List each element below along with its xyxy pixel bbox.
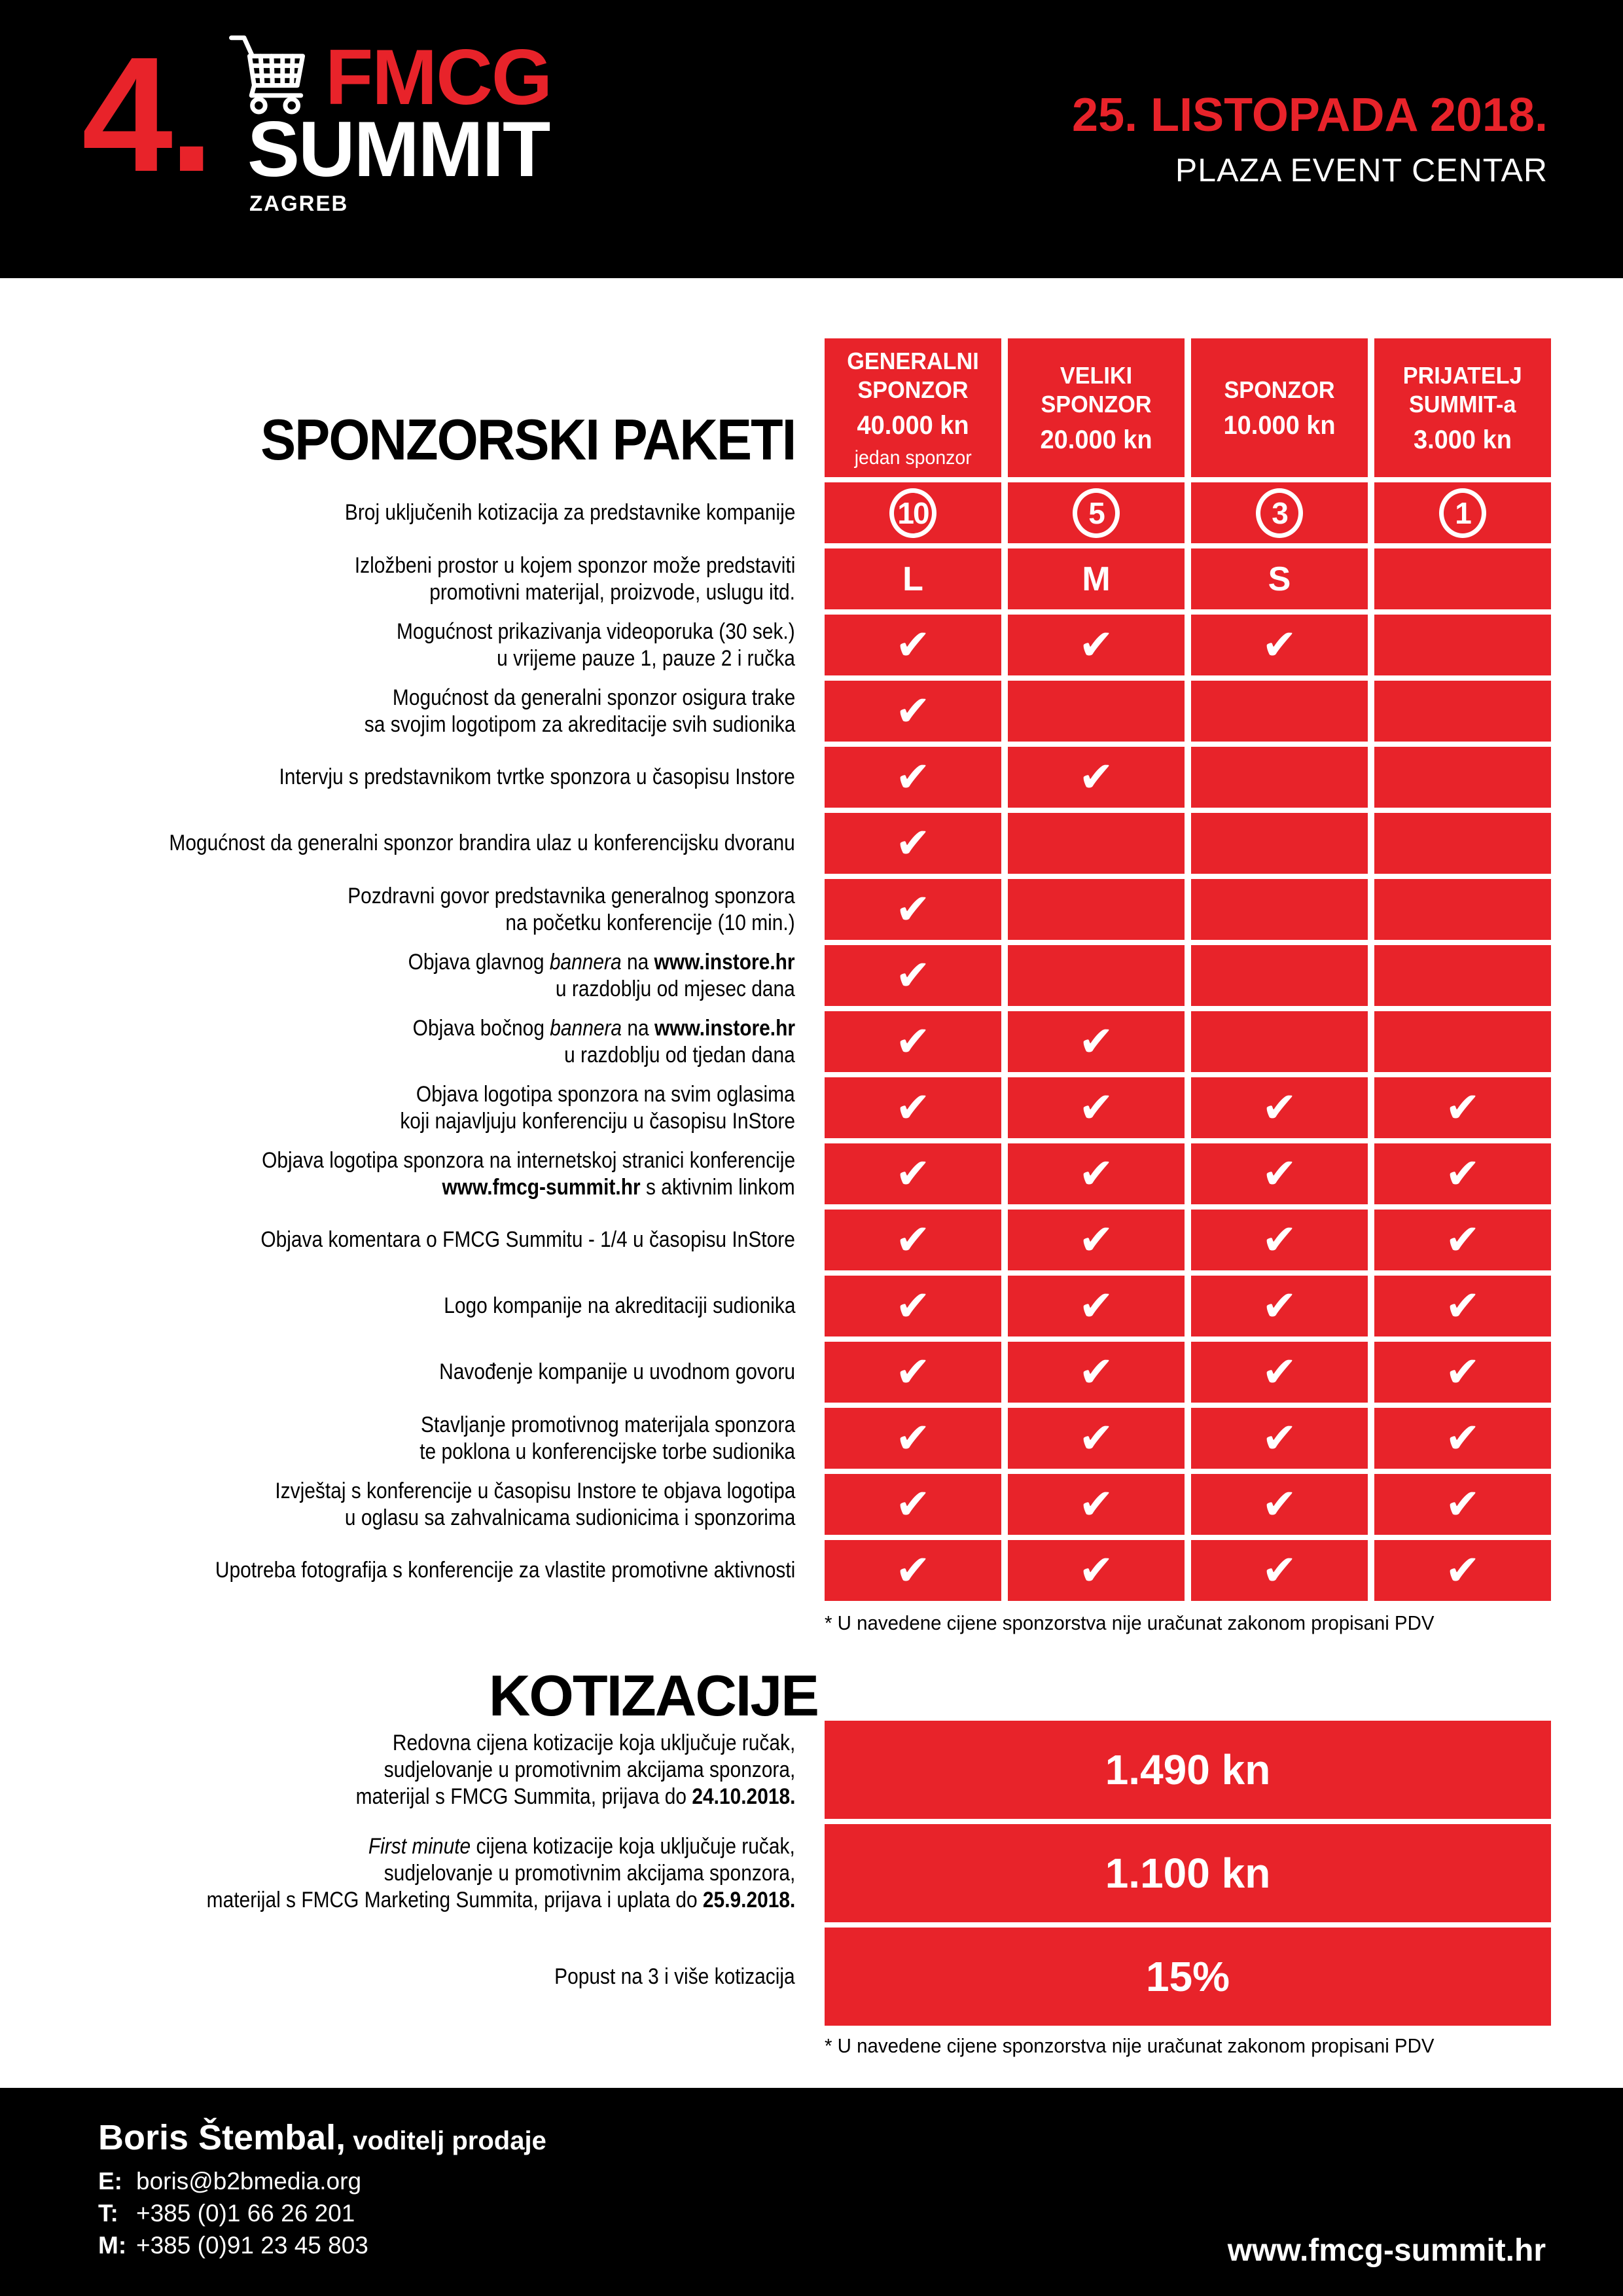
feature-cell bbox=[825, 1210, 1001, 1270]
feature-label-line: Izložbeni prostor u kojem sponzor može predstaviti bbox=[354, 552, 795, 578]
feature-cell bbox=[1374, 1474, 1551, 1535]
feature-cell bbox=[1374, 1342, 1551, 1403]
feature-label-line: sa svojim logotipom za akreditacije svih sudionika bbox=[364, 711, 795, 737]
package-note: jedan sponzor bbox=[854, 446, 972, 469]
feature-cell bbox=[1374, 945, 1551, 1006]
package-price: 40.000 kn bbox=[857, 410, 969, 440]
feature-cell bbox=[825, 482, 1001, 543]
checkmark-icon: ✔ bbox=[1262, 1348, 1297, 1397]
feature-label bbox=[98, 1077, 818, 1138]
checkmark-icon: ✔ bbox=[895, 1348, 931, 1397]
feature-label bbox=[98, 1210, 818, 1270]
feature-cell bbox=[825, 1474, 1001, 1535]
checkmark-icon: ✔ bbox=[1262, 1480, 1297, 1529]
feature-cell bbox=[1008, 747, 1185, 808]
checkmark-icon: ✔ bbox=[1262, 1215, 1297, 1265]
package-column-header bbox=[825, 338, 1001, 477]
package-name: GENERALNI SPONZOR bbox=[847, 347, 979, 403]
feature-label bbox=[98, 1276, 818, 1336]
feature-label bbox=[98, 945, 818, 1006]
checkmark-icon: ✔ bbox=[1079, 1149, 1114, 1198]
feature-label-line: Stavljanje promotivnog materijala sponzora bbox=[420, 1412, 795, 1437]
feature-label bbox=[98, 813, 818, 874]
feature-cell bbox=[1374, 548, 1551, 609]
checkmark-icon: ✔ bbox=[895, 885, 931, 934]
feature-cell bbox=[825, 548, 1001, 609]
feature-label-line: Objava komentara o FMCG Summitu - 1/4 u časopisu InStore bbox=[260, 1227, 795, 1252]
feature-label-line: Logo kompanije na akreditaciji sudionika bbox=[443, 1293, 795, 1318]
mobile-value: +385 (0)91 23 45 803 bbox=[136, 2232, 368, 2259]
feature-label bbox=[98, 1342, 818, 1403]
checkmark-icon: ✔ bbox=[895, 1083, 931, 1132]
feature-cell bbox=[1191, 813, 1368, 874]
checkmark-icon: ✔ bbox=[895, 687, 931, 736]
checkmark-icon: ✔ bbox=[1262, 1546, 1297, 1595]
feature-cell bbox=[1191, 1077, 1368, 1138]
feature-cell bbox=[1008, 548, 1185, 609]
checkmark-icon: ✔ bbox=[1079, 1348, 1114, 1397]
checkmark-icon: ✔ bbox=[895, 951, 931, 1000]
feature-cell bbox=[1191, 945, 1368, 1006]
package-column-header bbox=[1191, 338, 1368, 477]
checkmark-icon: ✔ bbox=[895, 819, 931, 868]
feature-label bbox=[98, 1408, 818, 1469]
feature-cell bbox=[825, 1143, 1001, 1204]
feature-label-line: Broj uključenih kotizacija za predstavnike kompanije bbox=[344, 500, 795, 525]
fee-label-line: materijal s FMCG Summita, prijava do 24.10.2018. bbox=[355, 1784, 795, 1809]
package-price: 3.000 kn bbox=[1413, 425, 1512, 454]
package-name: SPONZOR bbox=[1224, 376, 1335, 403]
checkmark-icon: ✔ bbox=[1445, 1282, 1480, 1331]
feature-cell bbox=[1008, 879, 1185, 940]
contact-role: voditelj prodaje bbox=[346, 2126, 546, 2155]
feature-cell bbox=[1008, 482, 1185, 543]
booth-size-value: L bbox=[902, 560, 923, 598]
feature-label bbox=[98, 1540, 818, 1601]
packages-title: SPONZORSKI PAKETI bbox=[260, 407, 795, 472]
feature-cell bbox=[1008, 1540, 1185, 1601]
logo-edition-number: 4. bbox=[82, 23, 211, 206]
feature-label-line: koji najavljuju konferenciju u časopisu InStore bbox=[400, 1108, 795, 1134]
feature-label-line: u vrijeme pauze 1, pauze 2 i ručka bbox=[497, 645, 795, 671]
fees-footnote: * U navedene cijene sponzorstva nije uračunat zakonom propisani PDV bbox=[825, 2034, 1435, 2057]
checkmark-icon: ✔ bbox=[895, 1546, 931, 1595]
feature-cell bbox=[1191, 1011, 1368, 1072]
feature-cell bbox=[1191, 615, 1368, 675]
checkmark-icon: ✔ bbox=[1262, 1083, 1297, 1132]
feature-label bbox=[98, 1011, 818, 1072]
included-count-badge: 5 bbox=[1073, 488, 1120, 538]
feature-cell bbox=[1191, 1342, 1368, 1403]
fee-label-line: Redovna cijena kotizacije koja uključuje ručak, bbox=[392, 1730, 795, 1755]
feature-cell bbox=[825, 945, 1001, 1006]
feature-cell bbox=[1191, 681, 1368, 742]
feature-label bbox=[98, 879, 818, 940]
feature-cell bbox=[1191, 1143, 1368, 1204]
feature-cell bbox=[825, 615, 1001, 675]
logo-brand-fmcg: FMCG bbox=[325, 33, 552, 121]
feature-cell bbox=[1008, 1143, 1185, 1204]
feature-cell bbox=[1374, 681, 1551, 742]
booth-size-value: S bbox=[1268, 560, 1291, 598]
feature-label-line: promotivni materijal, proizvode, uslugu itd. bbox=[429, 579, 795, 605]
feature-label-line: Pozdravni govor predstavnika generalnog sponzora bbox=[348, 883, 795, 908]
checkmark-icon: ✔ bbox=[1079, 1414, 1114, 1463]
checkmark-icon: ✔ bbox=[1262, 1149, 1297, 1198]
fee-label-line: Popust na 3 i više kotizacija bbox=[554, 1964, 795, 1989]
feature-cell bbox=[825, 747, 1001, 808]
feature-label-line: u oglasu sa zahvalnicama sudionicima i sponzorima bbox=[344, 1505, 795, 1530]
checkmark-icon: ✔ bbox=[1079, 620, 1114, 670]
feature-label bbox=[98, 681, 818, 742]
feature-label bbox=[98, 548, 818, 609]
feature-label-line: Objava logotipa sponzora na internetskoj stranici konferencije bbox=[262, 1147, 795, 1173]
website-url: www.fmcg-summit.hr bbox=[1227, 2233, 1546, 2268]
fee-value: 15% bbox=[825, 1928, 1551, 2026]
feature-cell bbox=[1008, 945, 1185, 1006]
feature-cell bbox=[1008, 615, 1185, 675]
feature-cell bbox=[1374, 879, 1551, 940]
feature-cell bbox=[1191, 747, 1368, 808]
fee-label-line: sudjelovanje u promotivnim akcijama sponzora, bbox=[383, 1757, 795, 1782]
fees-title: KOTIZACIJE bbox=[488, 1663, 818, 1728]
feature-cell bbox=[1008, 1276, 1185, 1336]
feature-cell bbox=[1374, 1143, 1551, 1204]
feature-label-line: Intervju s predstavnikom tvrtke sponzora u časopisu Instore bbox=[279, 764, 795, 789]
feature-cell bbox=[1191, 1474, 1368, 1535]
checkmark-icon: ✔ bbox=[895, 1149, 931, 1198]
feature-cell bbox=[1374, 1011, 1551, 1072]
feature-label-line: na početku konferencije (10 min.) bbox=[505, 910, 795, 935]
contact-mobile bbox=[98, 2229, 368, 2261]
checkmark-icon: ✔ bbox=[1079, 1083, 1114, 1132]
packages-footnote: * U navedene cijene sponzorstva nije uračunat zakonom propisani PDV bbox=[825, 1611, 1435, 1634]
checkmark-icon: ✔ bbox=[895, 1017, 931, 1066]
feature-cell bbox=[1191, 1210, 1368, 1270]
fee-value: 1.490 kn bbox=[825, 1721, 1551, 1819]
footer-band bbox=[0, 2088, 1623, 2296]
checkmark-icon: ✔ bbox=[1079, 753, 1114, 802]
feature-label-line: Objava glavnog bannera na www.instore.hr bbox=[408, 949, 795, 975]
sponsor-packages-table bbox=[98, 338, 1551, 1601]
feature-cell bbox=[1191, 879, 1368, 940]
feature-label-line: u razdoblju od tjedan dana bbox=[564, 1042, 795, 1067]
checkmark-icon: ✔ bbox=[1262, 1414, 1297, 1463]
feature-cell bbox=[1008, 1077, 1185, 1138]
feature-label bbox=[98, 1474, 818, 1535]
package-price: 20.000 kn bbox=[1040, 425, 1152, 454]
package-name: VELIKI SPONZOR bbox=[1041, 361, 1152, 418]
feature-label-line: Izvještaj s konferencije u časopisu Instore te objava logotipa bbox=[274, 1478, 795, 1503]
included-count-badge: 3 bbox=[1256, 488, 1303, 538]
included-count-badge: 1 bbox=[1439, 488, 1486, 538]
feature-cell bbox=[1191, 1276, 1368, 1336]
checkmark-icon: ✔ bbox=[1262, 1282, 1297, 1331]
feature-cell bbox=[1008, 681, 1185, 742]
included-count-badge: 10 bbox=[889, 488, 936, 538]
contact-phone bbox=[98, 2197, 368, 2229]
feature-cell bbox=[1191, 1408, 1368, 1469]
feature-label bbox=[98, 747, 818, 808]
checkmark-icon: ✔ bbox=[895, 620, 931, 670]
feature-cell bbox=[1374, 747, 1551, 808]
email-value: boris@b2bmedia.org bbox=[136, 2168, 362, 2195]
fee-value: 1.100 kn bbox=[825, 1824, 1551, 1922]
feature-cell bbox=[1374, 482, 1551, 543]
feature-cell bbox=[825, 1342, 1001, 1403]
feature-cell bbox=[1008, 1011, 1185, 1072]
booth-size-value: M bbox=[1082, 560, 1111, 598]
feature-cell bbox=[1374, 1540, 1551, 1601]
feature-cell bbox=[825, 1540, 1001, 1601]
email-label: E: bbox=[98, 2168, 122, 2195]
feature-label bbox=[98, 1143, 818, 1204]
feature-cell bbox=[1191, 482, 1368, 543]
feature-cell bbox=[825, 1276, 1001, 1336]
checkmark-icon: ✔ bbox=[1262, 620, 1297, 670]
fee-label bbox=[98, 1721, 818, 1819]
feature-cell bbox=[1191, 548, 1368, 609]
feature-cell bbox=[825, 1077, 1001, 1138]
feature-label-line: te poklona u konferencijske torbe sudionika bbox=[419, 1439, 795, 1464]
feature-label-line: Mogućnost da generalni sponzor osigura trake bbox=[392, 685, 795, 710]
feature-cell bbox=[825, 813, 1001, 874]
feature-label bbox=[98, 482, 818, 543]
contact-list bbox=[98, 2165, 368, 2261]
header-band bbox=[0, 0, 1623, 278]
feature-cell bbox=[1374, 615, 1551, 675]
package-name: PRIJATELJ SUMMIT-a bbox=[1403, 361, 1522, 418]
feature-cell bbox=[825, 879, 1001, 940]
phone-label: T: bbox=[98, 2200, 118, 2227]
mobile-label: M: bbox=[98, 2232, 127, 2259]
feature-cell bbox=[1191, 1540, 1368, 1601]
checkmark-icon: ✔ bbox=[895, 1414, 931, 1463]
checkmark-icon: ✔ bbox=[1079, 1480, 1114, 1529]
package-column-header bbox=[1008, 338, 1185, 477]
fee-label bbox=[98, 1928, 818, 2026]
logo-city: ZAGREB bbox=[249, 191, 349, 215]
checkmark-icon: ✔ bbox=[1079, 1546, 1114, 1595]
checkmark-icon: ✔ bbox=[1445, 1083, 1480, 1132]
logo-brand-summit: SUMMIT bbox=[247, 105, 550, 193]
checkmark-icon: ✔ bbox=[895, 753, 931, 802]
packages-title-cell bbox=[98, 338, 818, 477]
fee-label bbox=[98, 1824, 818, 1922]
feature-cell bbox=[825, 1408, 1001, 1469]
package-price: 10.000 kn bbox=[1223, 410, 1336, 440]
feature-cell bbox=[825, 681, 1001, 742]
feature-label-line: u razdoblju od mjesec dana bbox=[556, 976, 795, 1001]
feature-cell bbox=[1374, 1276, 1551, 1336]
feature-cell bbox=[1374, 1077, 1551, 1138]
checkmark-icon: ✔ bbox=[1445, 1149, 1480, 1198]
checkmark-icon: ✔ bbox=[1079, 1017, 1114, 1066]
checkmark-icon: ✔ bbox=[1445, 1414, 1480, 1463]
checkmark-icon: ✔ bbox=[895, 1215, 931, 1265]
fee-label-line: First minute cijena kotizacije koja uključuje ručak, bbox=[368, 1833, 795, 1859]
feature-cell bbox=[1374, 813, 1551, 874]
feature-label-line: Objava bočnog bannera na www.instore.hr bbox=[412, 1015, 795, 1041]
contact-email bbox=[98, 2165, 368, 2197]
feature-cell bbox=[1008, 1210, 1185, 1270]
feature-label-line: Mogućnost prikazivanja videoporuka (30 sek.) bbox=[397, 619, 795, 644]
feature-label-line: Navođenje kompanije u uvodnom govoru bbox=[439, 1359, 795, 1384]
feature-cell bbox=[1008, 1342, 1185, 1403]
feature-label-line: Upotreba fotografija s konferencije za vlastite promotivne aktivnosti bbox=[215, 1558, 795, 1583]
checkmark-icon: ✔ bbox=[895, 1282, 931, 1331]
checkmark-icon: ✔ bbox=[1079, 1282, 1114, 1331]
contact-name-text: Boris Štembal, bbox=[98, 2118, 346, 2157]
feature-cell bbox=[1374, 1408, 1551, 1469]
checkmark-icon: ✔ bbox=[1445, 1546, 1480, 1595]
feature-label-line: www.fmcg-summit.hr s aktivnim linkom bbox=[442, 1174, 795, 1200]
fee-label-line: materijal s FMCG Marketing Summita, prijava i uplata do 25.9.2018. bbox=[206, 1887, 795, 1912]
event-date: 25. LISTOPADA 2018. bbox=[1072, 89, 1548, 141]
checkmark-icon: ✔ bbox=[895, 1480, 931, 1529]
feature-label bbox=[98, 615, 818, 675]
feature-cell bbox=[1374, 1210, 1551, 1270]
feature-label-line: Mogućnost da generalni sponzor brandira ulaz u konferencijsku dvoranu bbox=[169, 831, 795, 855]
feature-label-line: Objava logotipa sponzora na svim oglasima bbox=[416, 1081, 795, 1107]
fees-table bbox=[98, 1721, 1551, 2026]
feature-cell bbox=[825, 1011, 1001, 1072]
event-info bbox=[1072, 88, 1548, 189]
feature-cell bbox=[1008, 813, 1185, 874]
checkmark-icon: ✔ bbox=[1445, 1215, 1480, 1265]
phone-value: +385 (0)1 66 26 201 bbox=[136, 2200, 355, 2227]
shopping-cart-icon bbox=[226, 31, 317, 117]
event-venue: PLAZA EVENT CENTAR bbox=[1175, 152, 1548, 188]
fee-label-line: sudjelovanje u promotivnim akcijama sponzora, bbox=[383, 1860, 795, 1886]
package-column-header bbox=[1374, 338, 1551, 477]
checkmark-icon: ✔ bbox=[1445, 1480, 1480, 1529]
checkmark-icon: ✔ bbox=[1079, 1215, 1114, 1265]
feature-cell bbox=[1008, 1408, 1185, 1469]
checkmark-icon: ✔ bbox=[1445, 1348, 1480, 1397]
feature-cell bbox=[1008, 1474, 1185, 1535]
contact-name bbox=[98, 2117, 546, 2158]
